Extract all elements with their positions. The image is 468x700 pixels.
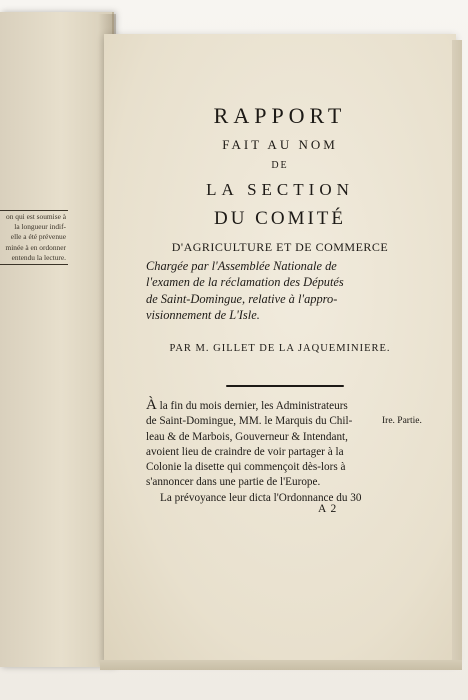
left-page-text	[0, 212, 66, 263]
subtitle-line: de Saint-Domingue, relative à l'appro-	[146, 291, 338, 306]
author-line: PAR M. GILLET DE LA JAQUEMINIERE.	[169, 343, 391, 354]
subtitle-line: l'examen de la réclamation des Députés	[146, 275, 344, 290]
left-page-rule-top	[0, 210, 68, 211]
title-la-section: LA SECTION	[206, 180, 354, 199]
left-page-rule-bottom	[0, 264, 68, 265]
title-fait-au-nom: FAIT AU NOM	[222, 137, 338, 152]
title-de: DE	[271, 160, 289, 171]
title-rapport: RAPPORT	[213, 103, 347, 128]
margin-note: Ire. Partie.	[382, 416, 422, 426]
left-line: la longueur indif-	[14, 222, 66, 232]
left-page	[0, 12, 114, 667]
divider-rule	[226, 385, 344, 387]
body-line-text: la fin du mois dernier, les Administrateurs	[156, 400, 348, 412]
body-line: avoient lieu de craindre de voir partager à la	[146, 445, 344, 458]
body-line: Colonie la disette qui commençoit dès-lors à	[146, 461, 346, 474]
title-agriculture: D'AGRICULTURE ET DE COMMERCE	[171, 240, 389, 254]
body-text	[146, 398, 374, 506]
bottom-edge	[100, 660, 462, 670]
subtitle-line: Chargée par l'Assemblée Nationale de	[146, 259, 337, 273]
body-line	[146, 398, 374, 414]
left-line: entendu la lecture.	[11, 252, 66, 262]
body-line: de Saint-Domingue, MM. le Marquis du Chil-	[146, 415, 353, 428]
title-du-comite: DU COMITÉ	[213, 208, 347, 229]
signature-mark: A 2	[318, 503, 338, 515]
left-line: on qui est soumise à	[6, 212, 66, 221]
left-line: minée à en ordonner	[5, 242, 66, 252]
drop-letter: À	[146, 397, 157, 413]
body-line: leau & de Marbois, Gouverneur & Intendant,	[146, 430, 348, 443]
body-last-line: La prévoyance leur dicta l'Ordonnance du 30	[160, 491, 362, 504]
left-line: elle a été prévenue	[10, 232, 66, 242]
body-line: s'annoncer dans une partie de l'Europe.	[146, 476, 321, 489]
subtitle	[146, 258, 430, 323]
subtitle-line: visionnement de L'Isle.	[146, 307, 260, 322]
